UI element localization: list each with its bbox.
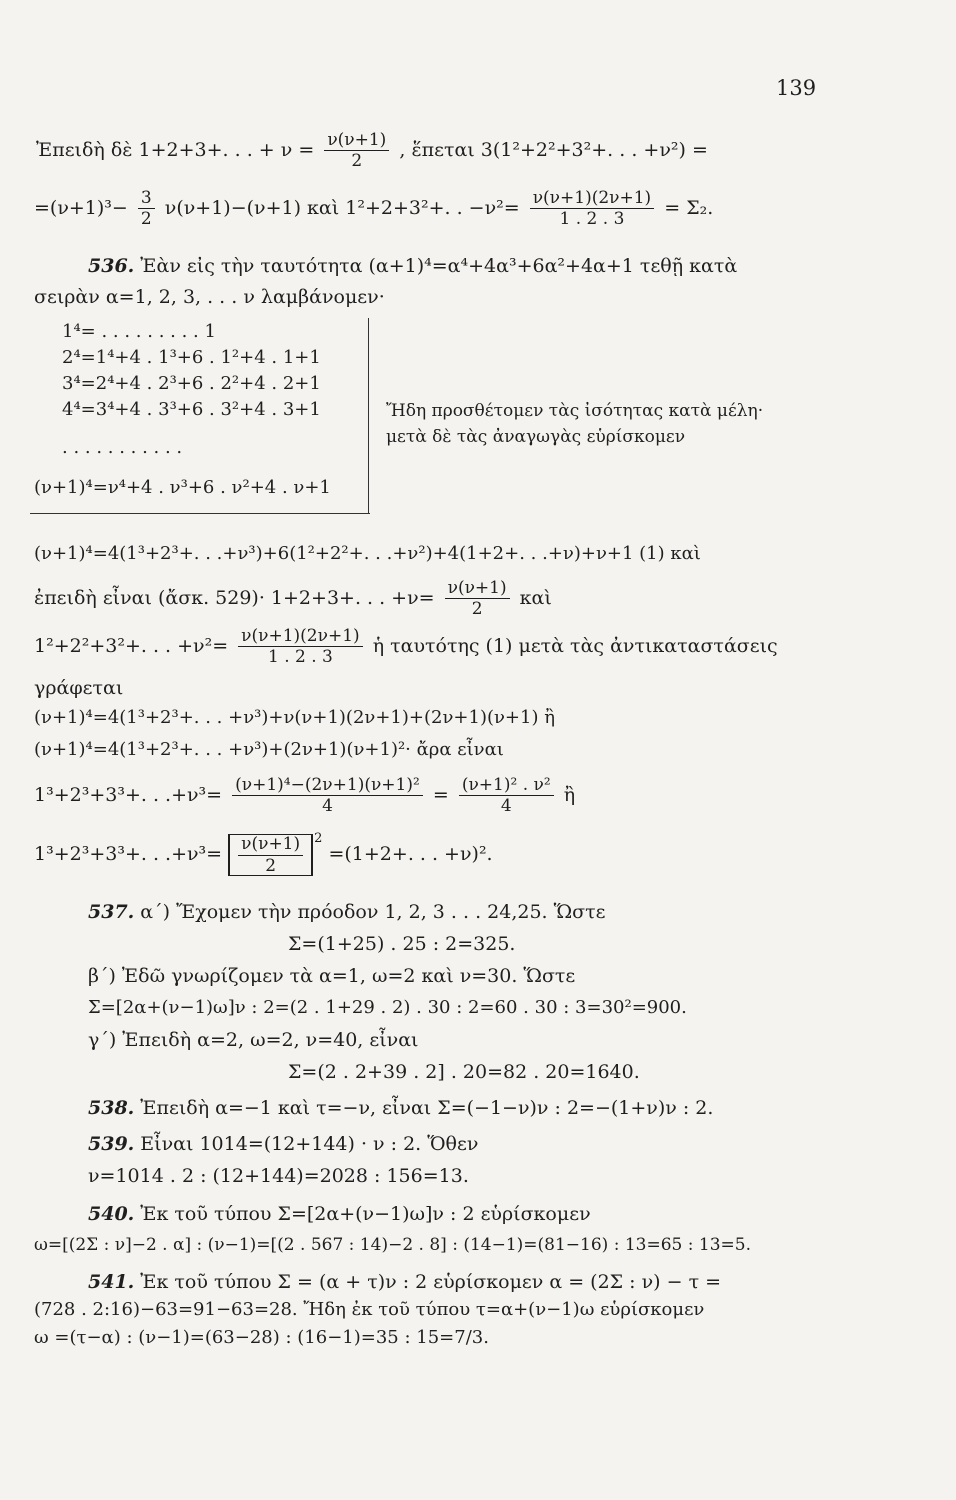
exercise-number: 538. [88, 1097, 135, 1119]
equation-line: 1³+2³+3³+. . .+ν³= $\frac{\nu(\nu+1)}{2}$ $^2$ =(1+2+. . . +ν)². [34, 831, 493, 876]
intro-line-2: =(ν+1)³− $\frac{3}{2}$ ν(ν+1)−(ν+1) καὶ 1²+2+3²+. . −ν²= $\frac{\nu(\nu+1)(2\nu+1)}{1 . 2 . 3}$ = Σ₂. [34, 188, 714, 230]
ex536-line-2: σειρὰν α=1, 2, 3, . . . ν λαμβάνομεν· [34, 286, 385, 308]
side-note-line-1: Ἤδη προσθέτομεν τὰς ἰσότητας κατὰ μέλη· [386, 401, 764, 421]
equation-line: ω =(τ−α) : (ν−1)=(63−28) : (16−1)=35 : 15=7/3. [34, 1327, 489, 1348]
fraction: $\frac{\nu(\nu+1)}{2}$ [238, 834, 303, 876]
table-row: 4⁴=3⁴+4 . 3³+6 . 3²+4 . 3+1 [62, 399, 321, 420]
equation-line: Σ=[2α+(ν−1)ω]ν : 2=(2 . 1+29 . 2) . 30 : 2=60 . 30 : 3=30²=900. [88, 997, 687, 1018]
equation-line: (728 . 2:16)−63=91−63=28. Ἤδη ἐκ τοῦ τύπου τ=α+(ν−1)ω εὑρίσκομεν [34, 1299, 705, 1320]
equation-line: 1³+2³+3³+. . .+ν³= $\frac{\text{(ν+1)⁴−(2ν+1)(ν+1)²}}{4}$ = $\frac{\text{(ν+1)² . ν²}}{4}$ ἢ [34, 775, 576, 817]
ex537-line-1: 537. α΄) Ἔχομεν τὴν πρόοδον 1, 2, 3 . . . 24,25. Ὥστε [88, 901, 606, 923]
ex541-line-1: 541. Ἐκ τοῦ τύπου Σ = (α + τ)ν : 2 εὑρίσκομεν α = (2Σ : ν) − τ = [88, 1271, 722, 1293]
ex540-line-1: 540. Ἐκ τοῦ τύπου Σ=[2α+(ν−1)ω]ν : 2 εὑρίσκομεν [88, 1203, 591, 1225]
ex536-line-1: 536. Ἐὰν εἰς τὴν ταυτότητα (α+1)⁴=α⁴+4α³+6α²+4α+1 τεθῇ κατὰ [88, 255, 738, 277]
square-bracket [228, 834, 313, 876]
exercise-number: 537. [88, 901, 135, 923]
equation-line: 1²+2²+3²+. . . +ν²= $\frac{\nu(\nu+1)(2\nu+1)}{1 . 2 . 3}$ ἡ ταυτότης (1) μετὰ τὰς ἀντικαταστάσεις [34, 626, 778, 668]
text-line: β΄) Ἐδῶ γνωρίζομεν τὰ α=1, ω=2 καὶ ν=30. Ὥστε [88, 965, 576, 987]
side-note-line-2: μετὰ δὲ τὰς ἀναγωγὰς εὑρίσκομεν [386, 427, 686, 447]
equation-line: (ν+1)⁴=4(1³+2³+. . . +ν³)+(2ν+1)(ν+1)²· ἄρα εἶναι [34, 739, 504, 760]
table-row: . . . . . . . . . . . [62, 437, 183, 458]
ex538-line-1: 538. Ἐπειδὴ α=−1 καὶ τ=−ν, εἶναι Σ=(−1−ν)ν : 2=−(1+ν)ν : 2. [88, 1097, 714, 1119]
equation-line: ν=1014 . 2 : (12+144)=2028 : 156=13. [88, 1165, 469, 1187]
table-row: 1⁴= . . . . . . . . . 1 [62, 321, 216, 342]
fraction: $\frac{\text{(ν+1)² . ν²}}{4}$ [459, 775, 554, 817]
text-line: γράφεται [34, 677, 124, 699]
exercise-number: 536. [88, 255, 135, 277]
table-divider-vertical [368, 318, 369, 513]
exercise-number: 541. [88, 1271, 135, 1293]
table-row: (ν+1)⁴=ν⁴+4 . ν³+6 . ν²+4 . ν+1 [34, 477, 331, 498]
fraction: $\frac{\nu(\nu+1)(2\nu+1)}{1 . 2 . 3}$ [530, 188, 654, 230]
table-row: 2⁴=1⁴+4 . 1³+6 . 1²+4 . 1+1 [62, 347, 321, 368]
exercise-number: 539. [88, 1133, 135, 1155]
equation-line: (ν+1)⁴=4(1³+2³+. . . +ν³)+ν(ν+1)(2ν+1)+(2ν+1)(ν+1) ἢ [34, 707, 555, 728]
fraction: $\frac{\nu(\nu+1)(2\nu+1)}{1 . 2 . 3}$ [238, 626, 362, 668]
intro-line-1: Ἐπειδὴ δὲ 1+2+3+. . . + ν = $\frac{\nu(\nu+1)}{2}$ , ἕπεται 3(1²+2²+3²+. . . +ν²) = [36, 130, 708, 172]
table-divider-horizontal [30, 513, 370, 514]
fraction: $\frac{\nu(\nu+1)}{2}$ [324, 130, 389, 172]
text-line: γ΄) Ἐπειδὴ α=2, ω=2, ν=40, εἶναι [88, 1029, 419, 1051]
page-number: 139 [776, 76, 817, 100]
ex539-line-1: 539. Εἶναι 1014=(12+144) · ν : 2. Ὅθεν [88, 1133, 479, 1155]
equation-line: ω=[(2Σ : ν]−2 . α] : (ν−1)=[(2 . 567 : 14)−2 . 8] : (14−1)=(81−16) : 13=65 : 13=5. [34, 1235, 751, 1255]
fraction: $\frac{3}{2}$ [138, 188, 155, 230]
equation-line: Σ=(2 . 2+39 . 2] . 20=82 . 20=1640. [288, 1061, 640, 1083]
equation-line: (ν+1)⁴=4(1³+2³+. . .+ν³)+6(1²+2²+. . .+ν²)+4(1+2+. . .+ν)+ν+1 (1) καὶ [34, 543, 701, 564]
equation-line: Σ=(1+25) . 25 : 2=325. [288, 933, 516, 955]
exercise-number: 540. [88, 1203, 135, 1225]
equation-line: ἐπειδὴ εἶναι (ἄσκ. 529)· 1+2+3+. . . +ν= $\frac{\nu(\nu+1)}{2}$ καὶ [34, 578, 552, 620]
table-row: 3⁴=2⁴+4 . 2³+6 . 2²+4 . 2+1 [62, 373, 321, 394]
fraction: $\frac{\nu(\nu+1)}{2}$ [445, 578, 510, 620]
fraction: $\frac{\text{(ν+1)⁴−(2ν+1)(ν+1)²}}{4}$ [232, 775, 423, 817]
